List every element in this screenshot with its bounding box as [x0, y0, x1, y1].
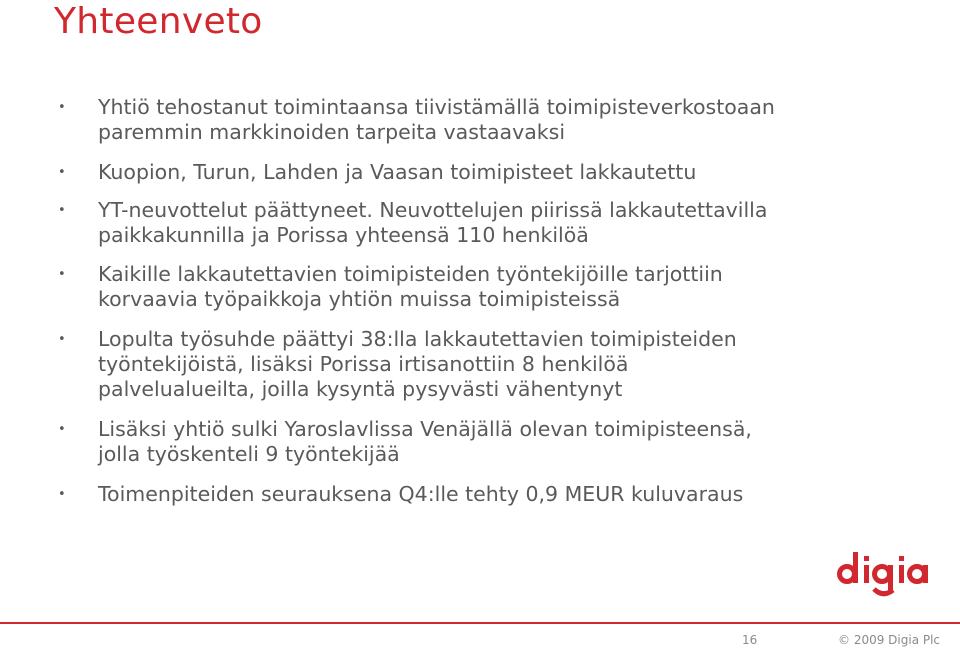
bullet-dot-icon: •	[58, 422, 66, 437]
bullet-text-line: Lisäksi yhtiö sulki Yaroslavlissa Venäjällä olevan toimipisteensä,	[98, 417, 752, 441]
bullet-text-line: paremmin markkinoiden tarpeita vastaavaksi	[98, 120, 566, 144]
slide-title: Yhteenveto	[54, 1, 263, 42]
digia-logo	[836, 544, 942, 604]
bullet-text-line: Kuopion, Turun, Lahden ja Vaasan toimipisteet lakkautettu	[98, 160, 697, 184]
bullet-item	[56, 327, 956, 402]
bullet-text-line: jolla työskenteli 9 työntekijää	[98, 442, 400, 466]
bullet-item	[56, 198, 956, 248]
bullet-item	[56, 95, 956, 145]
copyright-notice: © 2009 Digia Plc	[838, 633, 941, 647]
page-number: 16	[742, 633, 758, 647]
bullet-dot-icon: •	[58, 203, 66, 218]
bullet-text-line: Kaikille lakkautettavien toimipisteiden työntekijöille tarjottiin	[98, 262, 723, 286]
bullet-item	[56, 482, 956, 507]
bullet-item	[56, 160, 956, 185]
bullet-text-line: palvelualueilta, joilla kysyntä pysyvästi vähentynyt	[98, 377, 623, 401]
bullet-text-line: Toimenpiteiden seurauksena Q4:lle tehty 0,9 MEUR kuluvaraus	[98, 482, 744, 506]
bullet-text-line: Lopulta työsuhde päättyi 38:lla lakkautettavien toimipisteiden	[98, 327, 737, 351]
bullet-text-line: YT-neuvottelut päättyneet. Neuvottelujen piirissä lakkautettavilla	[98, 198, 768, 222]
bullet-dot-icon: •	[58, 332, 66, 347]
bullet-dot-icon: •	[58, 100, 66, 115]
bullet-list	[56, 95, 956, 507]
bullet-text-line: paikkakunnilla ja Porissa yhteensä 110 henkilöä	[98, 223, 589, 247]
bullet-dot-icon: •	[58, 165, 66, 180]
bullet-text-line: työntekijöistä, lisäksi Porissa irtisanottiin 8 henkilöä	[98, 352, 629, 376]
bullet-item	[56, 262, 956, 312]
footer-divider	[0, 622, 960, 624]
bullet-dot-icon: •	[58, 487, 66, 502]
bullet-text-line: Yhtiö tehostanut toimintaansa tiivistämällä toimipisteverkostoaan	[98, 95, 775, 119]
bullet-dot-icon: •	[58, 267, 66, 282]
bullet-text-line: korvaavia työpaikkoja yhtiön muissa toimipisteissä	[98, 287, 621, 311]
bullet-item	[56, 417, 956, 467]
